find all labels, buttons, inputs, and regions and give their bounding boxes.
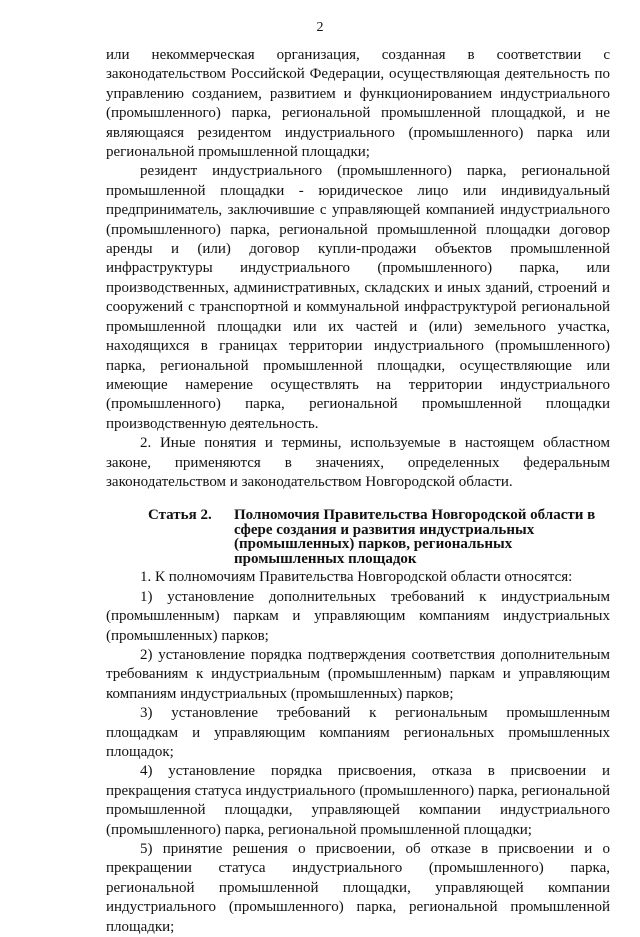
paragraph-other-terms: 2. Иные понятия и термины, используемые в настоящем областном законе, применяются в значениях, определенных федеральным законодательством и законодательством Новгородской области. [106,435,610,490]
paragraph-management-company-continued: или некоммерческая организация, созданная в соответствии с законодательством Российской Федерации, осуществляющая деятельность по управлению созданием, развитием и функционированием индустриального (промышленного) парка, региональной промышленной площадкой, и не являющаяся резидентом индустриального (промышленного) парка или региональной промышленной площадки; [106,47,610,161]
list-item-4: 4) установление порядка присвоения, отказа в присвоении и прекращения статуса индустриального (промышленного) парка, региональной промышленной площадки, управляющей компании индустриального (промышленного) парка, региональной промышленной площадки; [106,763,610,838]
paragraph-resident-definition: резидент индустриального (промышленного) парка, региональной промышленной площадки - юридическое лицо или индивидуальный предприниматель, заключившие с управляющей компанией индустриального (промышленного) парка, региональной промышленной площадки договор аренды и (или) договор купли-продажи объектов промышленной инфраструктуры индустриального (промышленного) парка, или производственных, административных, складских и иных зданий, строений и сооружений с транспортной и коммунальной инфраструктурой региональной промышленной площадки или их частей и (или) земельного участка, находящихся в границах территории индустриального (промышленного) парка, региональной промышленной площадки, осуществляющие или имеющие намерение осуществлять на территории индустриального (промышленного) парка, региональной промышленной площадки производственную деятельность. [106,163,610,432]
list-item-2: 2) установление порядка подтверждения соответствия дополнительным требованиям к индустриальным (промышленным) паркам и управляющим компаниям индустриальных (промышленных) парков; [106,646,610,702]
paragraph-powers-intro: 1. К полномочиям Правительства Новгородской области относятся: [140,569,573,586]
article-title: Полномочия Правительства Новгородской области в сфере создания и развития индустриальных (промышленных) парков, региональных промышленных площадок [234,507,596,567]
article-heading [106,508,610,566]
list-item-1: 1) установление дополнительных требований к индустриальным (промышленным) паркам и управляющим компаниям индустриальных (промышленных) парков; [106,588,610,644]
page-number: 2 [316,20,324,35]
article-label: Статья 2. [148,507,212,524]
list-item-3: 3) установление требований к региональным промышленным площадкам и управляющим компаниям региональных промышленных площадок; [106,705,610,760]
document-body [106,46,610,937]
list-item-5: 5) принятие решения о присвоении, об отказе в присвоении и о прекращении статуса индустриального (промышленного) парка, региональной промышленной площадки, управляющей компании индустриального (промышленного) парка, региональной промышленной площадки; [106,841,610,935]
